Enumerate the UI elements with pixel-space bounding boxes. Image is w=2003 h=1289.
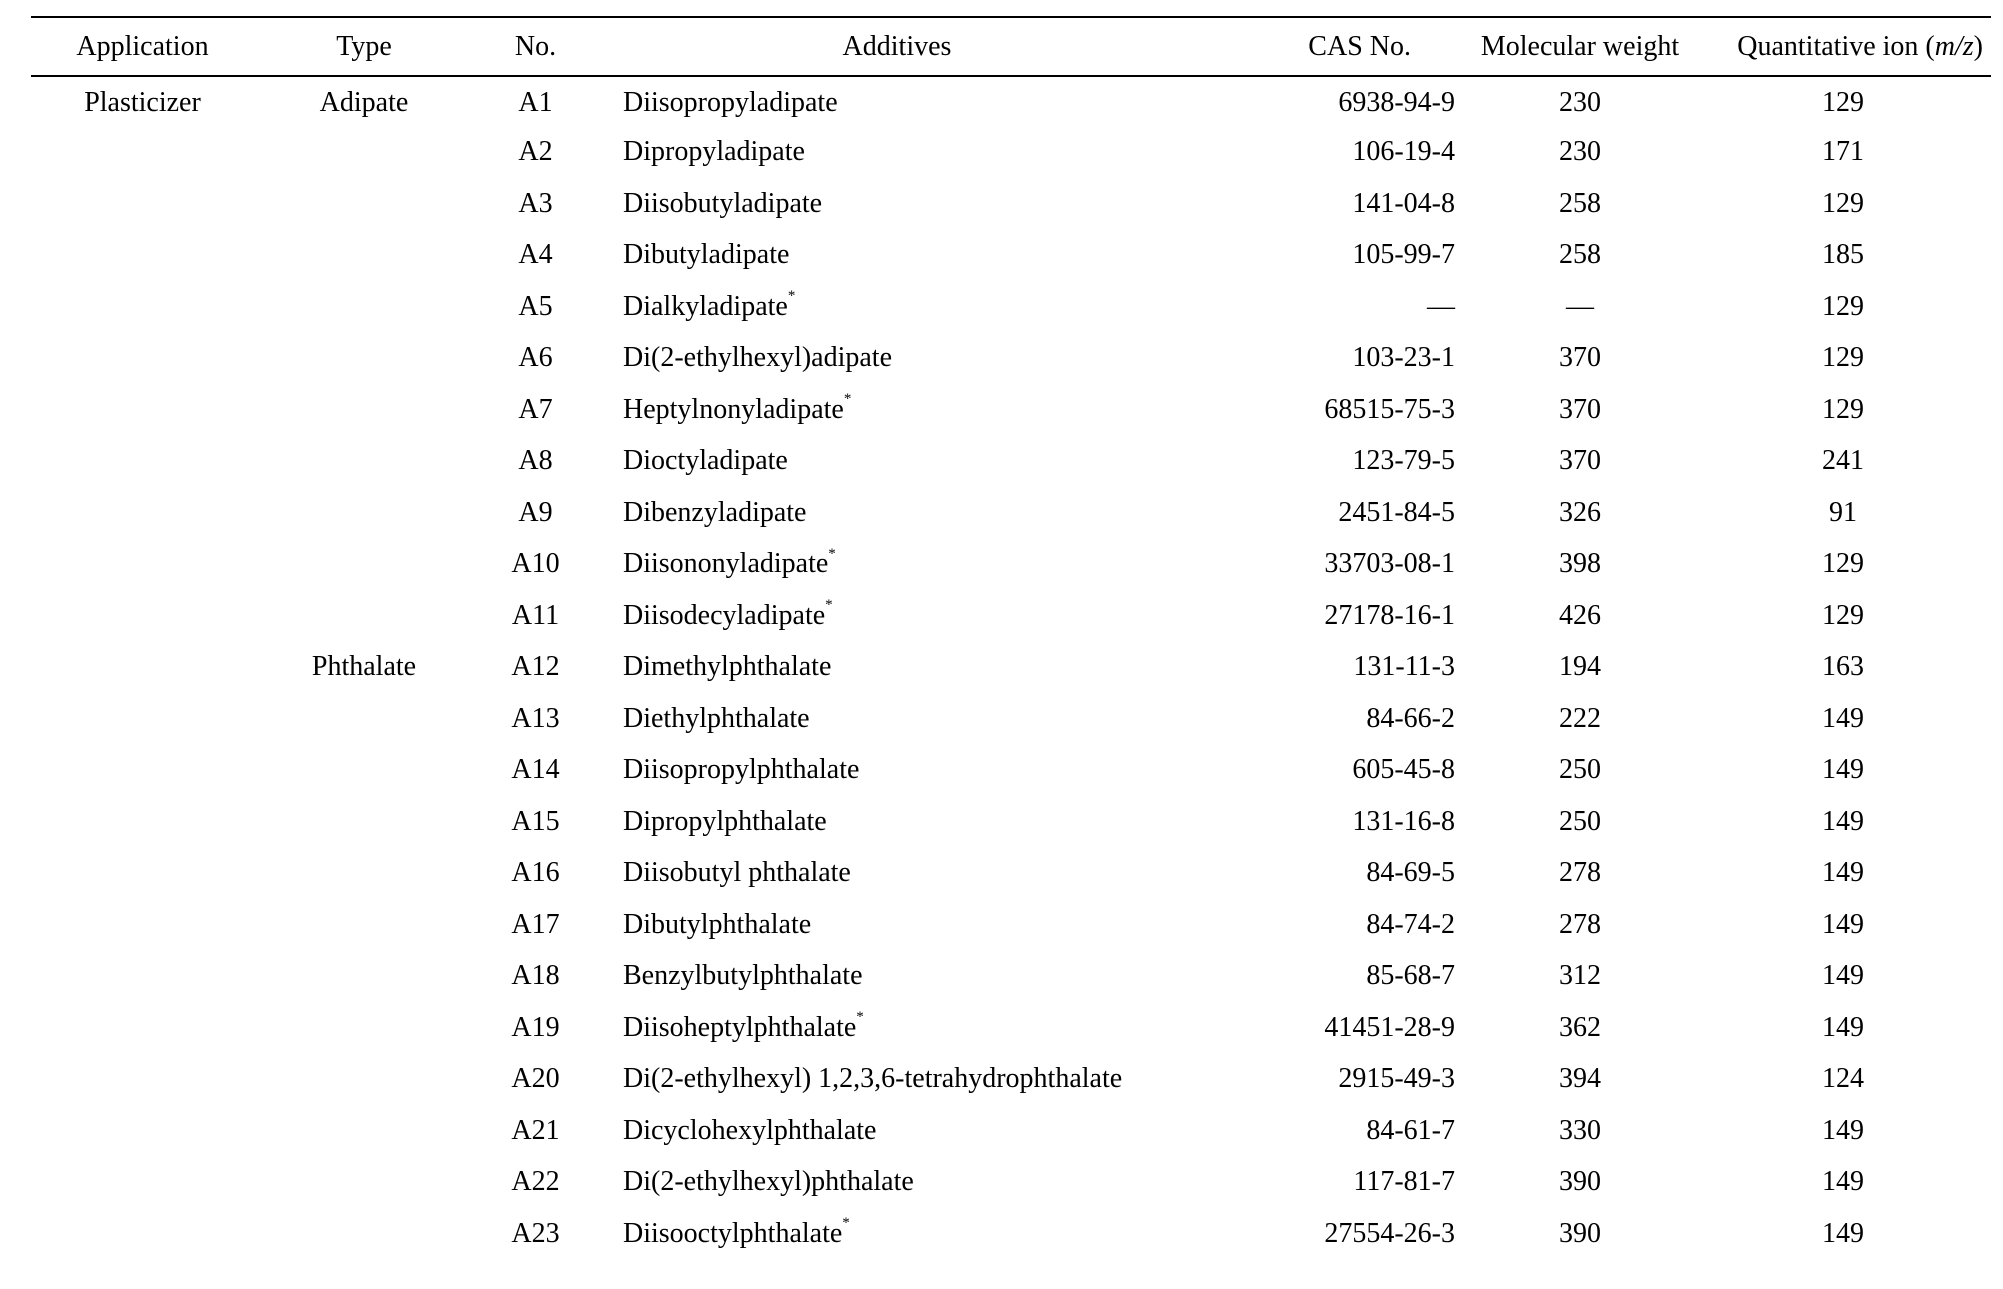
cell-type (254, 590, 474, 642)
cell-molecular-weight: 250 (1559, 805, 1601, 837)
footnote-mark: * (856, 1009, 864, 1026)
additive-name: Dibutyladipate (623, 239, 790, 271)
cell-cas: 2451-84-5 (1338, 496, 1455, 528)
cell-cas: 84-66-2 (1366, 702, 1455, 734)
cell-application (31, 590, 254, 642)
cell-application (31, 230, 254, 282)
cell-type (254, 951, 474, 1003)
table-row (31, 848, 1991, 900)
cell-no: A6 (518, 342, 553, 374)
cell-additive (597, 1054, 1197, 1106)
cell-application (31, 1208, 254, 1260)
cell-additive (597, 1002, 1197, 1054)
cell-no: A13 (511, 702, 560, 734)
header-qi-suffix: ) (1973, 30, 1983, 62)
cell-type (254, 899, 474, 951)
cell-additive (597, 848, 1197, 900)
cell-quantitative-ion: 149 (1822, 960, 1864, 992)
cell-molecular-weight: 230 (1559, 136, 1601, 168)
cell-application (31, 848, 254, 900)
cell-type: Phthalate (311, 651, 417, 683)
additives-table (31, 18, 1991, 1260)
cell-type (254, 1157, 474, 1209)
cell-application (31, 178, 254, 230)
cell-quantitative-ion: 149 (1822, 1166, 1864, 1198)
cell-type (254, 384, 474, 436)
cell-cas: 106-19-4 (1352, 136, 1455, 168)
cell-additive (597, 642, 1197, 694)
cell-additive (597, 384, 1197, 436)
additive-name: Diethylphthalate (623, 702, 810, 734)
header-cas: CAS No. (1308, 30, 1411, 62)
cell-application: Plasticizer (84, 86, 201, 118)
cell-additive (597, 1208, 1197, 1260)
header-application: Application (76, 30, 209, 62)
cell-type (254, 178, 474, 230)
cell-application (31, 642, 254, 694)
cell-application (31, 127, 254, 179)
cell-cas: 123-79-5 (1352, 445, 1455, 477)
cell-additive (597, 951, 1197, 1003)
cell-type (254, 539, 474, 591)
cell-no: A12 (511, 651, 560, 683)
cell-application (31, 693, 254, 745)
cell-no: A11 (511, 599, 560, 631)
cell-cas: 605-45-8 (1352, 754, 1455, 786)
cell-molecular-weight: 398 (1559, 548, 1601, 580)
additive-name: Diisoheptylphthalate (623, 1011, 857, 1043)
additive-name: Diisooctylphthalate (623, 1217, 843, 1249)
footnote-mark: * (828, 545, 836, 562)
additive-name: Diisononyladipate (623, 548, 829, 580)
cell-type (254, 127, 474, 179)
header-type: Type (336, 30, 392, 62)
cell-type (254, 693, 474, 745)
cell-no: A14 (511, 754, 560, 786)
cell-quantitative-ion: 91 (1829, 496, 1857, 528)
cell-quantitative-ion: 171 (1822, 136, 1864, 168)
cell-quantitative-ion: 149 (1822, 805, 1864, 837)
header-additives: Additives (842, 30, 952, 62)
cell-additive (597, 487, 1197, 539)
cell-molecular-weight: 258 (1559, 239, 1601, 271)
table-header-row (31, 18, 1991, 75)
cell-quantitative-ion: 129 (1822, 290, 1864, 322)
header-molecular-weight: Molecular weight (1480, 30, 1680, 62)
table-body (31, 75, 1991, 1260)
header-no: No. (514, 30, 557, 62)
table-row (31, 590, 1991, 642)
table-row (31, 1002, 1991, 1054)
cell-molecular-weight: 230 (1559, 86, 1601, 118)
cell-type (254, 848, 474, 900)
cell-no: A8 (518, 445, 553, 477)
table-row (31, 281, 1991, 333)
cell-no: A10 (511, 548, 560, 580)
table-row (31, 487, 1991, 539)
table-row (31, 75, 1991, 127)
cell-no: A7 (518, 393, 553, 425)
cell-molecular-weight: 390 (1559, 1166, 1601, 1198)
cell-application (31, 951, 254, 1003)
cell-quantitative-ion: 129 (1822, 393, 1864, 425)
cell-cas: 41451-28-9 (1324, 1011, 1455, 1043)
cell-molecular-weight: 312 (1559, 960, 1601, 992)
cell-cas: 85-68-7 (1366, 960, 1455, 992)
cell-quantitative-ion: 149 (1822, 1011, 1864, 1043)
cell-no: A23 (511, 1217, 560, 1249)
cell-type (254, 796, 474, 848)
cell-molecular-weight: 426 (1559, 599, 1601, 631)
additive-name: Dioctyladipate (623, 445, 788, 477)
cell-molecular-weight: 330 (1559, 1114, 1601, 1146)
cell-additive (597, 436, 1197, 488)
cell-quantitative-ion: 185 (1822, 239, 1864, 271)
cell-application (31, 899, 254, 951)
cell-type (254, 1054, 474, 1106)
cell-no: A4 (518, 239, 553, 271)
cell-additive (597, 745, 1197, 797)
cell-application (31, 281, 254, 333)
cell-molecular-weight: 194 (1559, 651, 1601, 683)
additive-name: Dicyclohexylphthalate (623, 1114, 877, 1146)
cell-cas: 84-61-7 (1366, 1114, 1455, 1146)
cell-additive (597, 230, 1197, 282)
table-row (31, 642, 1991, 694)
additive-name: Diisodecyladipate (623, 599, 826, 631)
cell-cas: 27554-26-3 (1324, 1217, 1455, 1249)
cell-type (254, 436, 474, 488)
cell-quantitative-ion: 163 (1822, 651, 1864, 683)
table-row (31, 693, 1991, 745)
table-row (31, 436, 1991, 488)
cell-quantitative-ion: 149 (1822, 857, 1864, 889)
table-row (31, 539, 1991, 591)
cell-no: A2 (518, 136, 553, 168)
cell-additive (597, 899, 1197, 951)
table-row (31, 745, 1991, 797)
cell-cas: 131-16-8 (1352, 805, 1455, 837)
cell-type (254, 281, 474, 333)
cell-cas: 84-69-5 (1366, 857, 1455, 889)
additive-name: Diisobutyl phthalate (623, 857, 851, 889)
cell-molecular-weight: 362 (1559, 1011, 1601, 1043)
cell-additive (597, 539, 1197, 591)
table-row (31, 384, 1991, 436)
cell-no: A3 (518, 187, 553, 219)
cell-additive (597, 281, 1197, 333)
cell-cas: 105-99-7 (1352, 239, 1455, 271)
additive-name: Di(2-ethylhexyl) 1,2,3,6-tetrahydrophthalate (623, 1063, 1123, 1095)
cell-additive (597, 590, 1197, 642)
table-row (31, 333, 1991, 385)
cell-cas: 33703-08-1 (1324, 548, 1455, 580)
additive-name: Dialkyladipate (623, 290, 788, 322)
cell-additive (597, 1105, 1197, 1157)
cell-molecular-weight: 394 (1559, 1063, 1601, 1095)
header-quantitative-ion (1695, 18, 1991, 75)
cell-cas: 117-81-7 (1353, 1166, 1455, 1198)
cell-type: Adipate (319, 86, 409, 118)
cell-application (31, 796, 254, 848)
cell-additive (597, 693, 1197, 745)
additive-name: Benzylbutylphthalate (623, 960, 863, 992)
cell-no: A22 (511, 1166, 560, 1198)
cell-cas: 6938-94-9 (1338, 86, 1455, 118)
cell-molecular-weight: 370 (1559, 445, 1601, 477)
additive-name: Dipropyladipate (623, 136, 805, 168)
cell-cas: 84-74-2 (1366, 908, 1455, 940)
cell-quantitative-ion: 129 (1822, 342, 1864, 374)
cell-application (31, 333, 254, 385)
cell-type (254, 1002, 474, 1054)
cell-molecular-weight: 326 (1559, 496, 1601, 528)
table-row (31, 1157, 1991, 1209)
additive-name: Diisopropylphthalate (623, 754, 860, 786)
footnote-mark: * (842, 1215, 850, 1232)
cell-type (254, 333, 474, 385)
cell-cas: 27178-16-1 (1324, 599, 1455, 631)
cell-no: A16 (511, 857, 560, 889)
cell-application (31, 1157, 254, 1209)
cell-no: A9 (518, 496, 553, 528)
table-row (31, 1054, 1991, 1106)
table-row (31, 230, 1991, 282)
cell-quantitative-ion: 149 (1822, 754, 1864, 786)
cell-additive (597, 333, 1197, 385)
cell-molecular-weight: 370 (1559, 393, 1601, 425)
cell-type (254, 230, 474, 282)
table-row (31, 1105, 1991, 1157)
cell-molecular-weight: 250 (1559, 754, 1601, 786)
cell-quantitative-ion: 129 (1822, 599, 1864, 631)
cell-additive (597, 796, 1197, 848)
cell-additive (597, 178, 1197, 230)
cell-no: A17 (511, 908, 560, 940)
table-row (31, 796, 1991, 848)
cell-cas: 141-04-8 (1352, 187, 1455, 219)
cell-cas: 68515-75-3 (1324, 393, 1455, 425)
cell-type (254, 1105, 474, 1157)
table-row (31, 899, 1991, 951)
cell-cas: 131-11-3 (1353, 651, 1455, 683)
cell-application (31, 436, 254, 488)
cell-application (31, 539, 254, 591)
cell-molecular-weight: — (1566, 290, 1594, 322)
additive-name: Heptylnonyladipate (623, 393, 844, 425)
cell-quantitative-ion: 241 (1822, 445, 1864, 477)
cell-type (254, 1208, 474, 1260)
table-row (31, 1208, 1991, 1260)
additive-name: Diisobutyladipate (623, 187, 823, 219)
cell-quantitative-ion: 149 (1822, 908, 1864, 940)
cell-type (254, 487, 474, 539)
additive-name: Di(2-ethylhexyl)phthalate (623, 1166, 914, 1198)
additive-name: Dipropylphthalate (623, 805, 827, 837)
additive-name: Di(2-ethylhexyl)adipate (623, 342, 893, 374)
cell-application (31, 1002, 254, 1054)
cell-type (254, 745, 474, 797)
cell-no: A19 (511, 1011, 560, 1043)
cell-no: A18 (511, 960, 560, 992)
cell-application (31, 487, 254, 539)
cell-application (31, 745, 254, 797)
additive-name: Dibenzyladipate (623, 496, 807, 528)
cell-application (31, 1054, 254, 1106)
cell-no: A15 (511, 805, 560, 837)
cell-quantitative-ion: 129 (1822, 548, 1864, 580)
cell-no: A21 (511, 1114, 560, 1146)
cell-additive (597, 75, 1197, 127)
cell-application (31, 384, 254, 436)
cell-quantitative-ion: 149 (1822, 1114, 1864, 1146)
footnote-mark: * (843, 391, 852, 408)
footnote-mark: * (787, 288, 796, 305)
cell-quantitative-ion: 129 (1822, 86, 1864, 118)
header-qi-prefix: Quantitative ion ( (1737, 30, 1935, 62)
cell-molecular-weight: 222 (1559, 702, 1601, 734)
cell-additive (597, 127, 1197, 179)
cell-cas: 103-23-1 (1352, 342, 1455, 374)
table-row (31, 951, 1991, 1003)
cell-no: A1 (518, 86, 553, 118)
cell-no: A5 (518, 290, 553, 322)
cell-molecular-weight: 370 (1559, 342, 1601, 374)
cell-quantitative-ion: 149 (1822, 702, 1864, 734)
header-qi-unit: m/z (1934, 30, 1974, 62)
cell-quantitative-ion: 149 (1822, 1217, 1864, 1249)
cell-additive (597, 1157, 1197, 1209)
cell-molecular-weight: 278 (1559, 857, 1601, 889)
cell-molecular-weight: 258 (1559, 187, 1601, 219)
additive-name: Diisopropyladipate (623, 86, 838, 118)
cell-molecular-weight: 390 (1559, 1217, 1601, 1249)
cell-quantitative-ion: 129 (1822, 187, 1864, 219)
additive-name: Dibutylphthalate (623, 908, 812, 940)
cell-application (31, 1105, 254, 1157)
table-row (31, 178, 1991, 230)
cell-cas: 2915-49-3 (1338, 1063, 1455, 1095)
table-row (31, 127, 1991, 179)
cell-no: A20 (511, 1063, 560, 1095)
cell-quantitative-ion: 124 (1822, 1063, 1864, 1095)
cell-cas: — (1427, 290, 1455, 322)
cell-molecular-weight: 278 (1559, 908, 1601, 940)
additive-name: Dimethylphthalate (623, 651, 832, 683)
footnote-mark: * (825, 597, 833, 614)
